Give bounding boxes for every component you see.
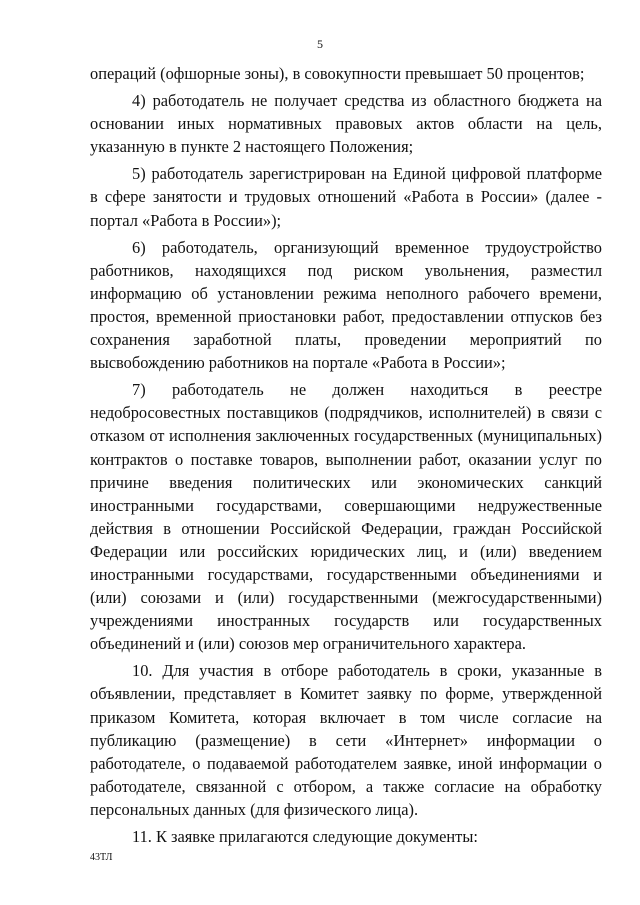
paragraph-item-6: 6) работодатель, организующий временное трудоустройство работников, находящихся под риском увольнения, разместил информацию об установлении режима неполного рабочего времени, простоя, временной приостановки работ, предоставлении отпусков без сохранения заработной платы, проведении мероприятий по высвобождению работников на портале «Работа в России»; — [90, 237, 602, 373]
paragraph-item-7: 7) работодатель не должен находиться в реестре недобросовестных поставщиков (подрядчиков, исполнителей) в связи с отказом от исполнения заключенных государственных (муниципальных) контрактов о поставке товаров, выполнении работ, оказании услуг по причине введения политических или экономических санкций иностранными государствами, совершающими недружественные действия в отношении Российской Федерации, граждан Российской Федерации или российских юридических лиц, и (или) введением иностранными государствами, государственными объединениями и (или) союзами и (или) государственными (межгосударственными) учреждениями иностранных государств или государственных объединений и (или) союзов мер ограничительного характера. — [90, 380, 602, 654]
paragraph-clause-10: 10. Для участия в отборе работодатель в сроки, указанные в объявлении, представляет в Комитет заявку по форме, утвержденной приказом Комитета, которая включает в том числе согласие на публикацию (размещение) в сети «Интернет» информации о работодателе, о подаваемой работодателем заявке, иной информации о работодателе, связанной с отбором, а также согласие на обработку персональных данных (для физического лица). — [90, 661, 602, 819]
paragraph-continuation: операций (офшорные зоны), в совокупности превышает 50 процентов; — [90, 64, 585, 83]
document-body — [90, 62, 602, 852]
footer-document-code: 43ТЛ — [90, 852, 113, 863]
paragraph-item-4: 4) работодатель не получает средства из областного бюджета на основании иных нормативных правовых актов области на цель, указанную в пункте 2 настоящего Положения; — [90, 91, 602, 157]
paragraph-item-5: 5) работодатель зарегистрирован на Единой цифровой платформе в сфере занятости и трудовых отношений «Работа в России» (далее - портал «Работа в России»); — [90, 164, 602, 230]
page-number: 5 — [317, 37, 323, 51]
paragraph-clause-11: 11. К заявке прилагаются следующие документы: — [132, 827, 478, 846]
